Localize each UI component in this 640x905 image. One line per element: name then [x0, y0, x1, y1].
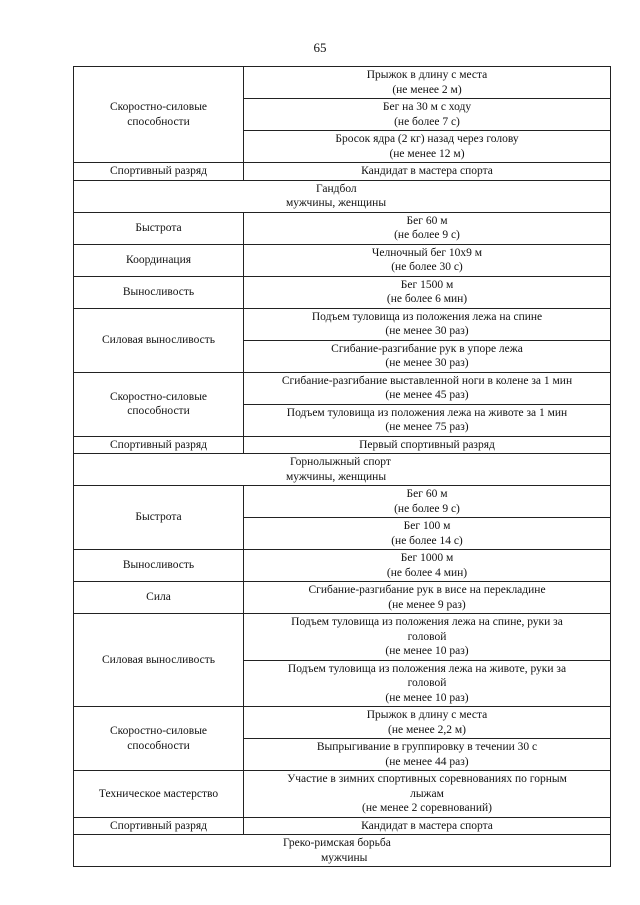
table-row	[74, 582, 611, 614]
table-row	[74, 436, 611, 454]
sport-subtitle: мужчины, женщины	[286, 470, 387, 483]
test-name: Бросок ядра (2 кг) назад через голову	[335, 133, 519, 145]
test-norm: (не более 9 с)	[394, 502, 460, 515]
test-name: Бег 60 м	[406, 214, 448, 227]
ability-cell: Скоростно-силовые способности	[74, 707, 244, 771]
sport-title: Горнолыжный спорт	[290, 456, 391, 468]
test-name: Участие в зимних спортивных соревнованиях по горным	[287, 773, 567, 785]
page-number: 65	[313, 40, 327, 55]
test-name: Подъем туловища из положения лежа на спине, руки за	[291, 616, 563, 628]
norms-table	[73, 66, 611, 867]
test-norm: (не более 9 с)	[394, 229, 460, 241]
test-name-cont: лыжам	[410, 787, 444, 800]
test-norm: (не менее 30 раз)	[385, 325, 469, 337]
ability-cell: Сила	[74, 582, 244, 614]
test-norm: (не более 4 мин)	[386, 566, 468, 579]
test-name: Прыжок в длину с места	[366, 69, 488, 81]
table-row	[74, 614, 611, 661]
test-norm: (не менее 10 раз)	[385, 645, 469, 657]
test-name: Челночный бег 10х9 м	[371, 246, 483, 259]
test-cell	[244, 771, 611, 818]
table-row	[74, 486, 611, 518]
ability-cell: Спортивный разряд	[74, 817, 244, 835]
test-cell	[244, 244, 611, 276]
rank-cell: Кандидат в мастера спорта	[244, 817, 611, 835]
test-name: Сгибание-разгибание рук в висе на перекладине	[308, 584, 546, 596]
table-row	[74, 163, 611, 181]
table-row	[74, 212, 611, 244]
test-name: Бег 100 м	[403, 520, 451, 532]
test-norm: (не более 6 мин)	[386, 293, 468, 305]
test-norm: (не более 30 с)	[391, 261, 463, 273]
test-norm: (не менее 45 раз)	[385, 389, 469, 401]
test-cell	[244, 614, 611, 661]
section-header-cell	[74, 454, 611, 486]
test-name: Подъем туловища из положения лежа на животе, руки за	[287, 662, 567, 675]
test-name: Бег на 30 м с ходу	[382, 101, 472, 113]
ability-cell: Спортивный разряд	[74, 436, 244, 454]
section-header-row	[74, 835, 611, 867]
test-cell	[244, 276, 611, 308]
test-norm: (не менее 12 м)	[389, 147, 465, 160]
test-cell	[244, 486, 611, 518]
table-row	[74, 244, 611, 276]
test-name: Сгибание-разгибание рук в упоре лежа	[331, 342, 523, 355]
test-cell	[244, 660, 611, 707]
test-cell	[244, 582, 611, 614]
sport-subtitle: мужчины	[321, 851, 368, 864]
ability-cell: Техническое мастерство	[74, 771, 244, 818]
test-norm: (не более 7 с)	[394, 115, 460, 128]
test-norm: (не менее 2 соревнований)	[362, 802, 492, 814]
test-cell	[244, 404, 611, 436]
test-name: Бег 1500 м	[400, 278, 454, 291]
ability-cell: Быстрота	[74, 212, 244, 244]
rank-cell: Кандидат в мастера спорта	[244, 163, 611, 181]
test-norm: (не менее 75 раз)	[385, 421, 469, 433]
test-name: Прыжок в длину с места	[366, 709, 488, 721]
table-row	[74, 372, 611, 404]
test-cell	[244, 707, 611, 739]
section-header-cell	[74, 180, 611, 212]
test-cell	[244, 67, 611, 99]
test-cell	[244, 131, 611, 163]
ability-cell: Скоростно-силовые способности	[74, 372, 244, 436]
test-cell	[244, 518, 611, 550]
sport-title: Гандбол	[316, 182, 357, 195]
test-name: Сгибание-разгибание выставленной ноги в колене за 1 мин	[281, 374, 573, 387]
test-norm: (не более 14 с)	[391, 534, 463, 547]
table-row	[74, 817, 611, 835]
test-norm: (не менее 2,2 м)	[388, 723, 466, 736]
section-header-row	[74, 454, 611, 486]
ability-cell: Силовая выносливость	[74, 308, 244, 372]
test-cell	[244, 99, 611, 131]
ability-cell: Скоростно-силовые способности	[74, 67, 244, 163]
table-row	[74, 771, 611, 818]
test-name: Бег 1000 м	[400, 552, 454, 564]
sport-title: Греко-римская борьба	[283, 837, 391, 849]
table-row	[74, 276, 611, 308]
ability-cell: Координация	[74, 244, 244, 276]
test-cell	[244, 739, 611, 771]
test-cell	[244, 550, 611, 582]
section-header-row	[74, 180, 611, 212]
test-name-cont: головой	[407, 630, 447, 643]
rank-cell: Первый спортивный разряд	[244, 436, 611, 454]
ability-cell: Спортивный разряд	[74, 163, 244, 181]
table-row	[74, 308, 611, 340]
test-norm: (не менее 44 раз)	[385, 755, 469, 768]
section-header-cell	[74, 835, 611, 867]
ability-cell: Силовая выносливость	[74, 614, 244, 707]
test-cell	[244, 308, 611, 340]
table-row	[74, 67, 611, 99]
test-name: Подъем туловища из положения лежа на спине	[311, 310, 543, 323]
test-cell	[244, 212, 611, 244]
test-name-cont: головой	[407, 677, 447, 689]
test-name: Бег 60 м	[406, 488, 448, 500]
ability-cell: Выносливость	[74, 550, 244, 582]
ability-cell: Быстрота	[74, 486, 244, 550]
test-norm: (не менее 9 раз)	[388, 598, 466, 611]
test-norm: (не менее 10 раз)	[385, 691, 469, 704]
sport-subtitle: мужчины, женщины	[286, 197, 387, 209]
test-norm: (не менее 2 м)	[392, 83, 462, 96]
table-row	[74, 707, 611, 739]
test-norm: (не менее 30 раз)	[385, 357, 469, 369]
ability-cell: Выносливость	[74, 276, 244, 308]
test-cell	[244, 372, 611, 404]
test-name: Подъем туловища из положения лежа на животе за 1 мин	[286, 406, 568, 419]
test-cell	[244, 340, 611, 372]
table-row	[74, 550, 611, 582]
test-name: Выпрыгивание в группировку в течении 30 с	[316, 741, 538, 753]
